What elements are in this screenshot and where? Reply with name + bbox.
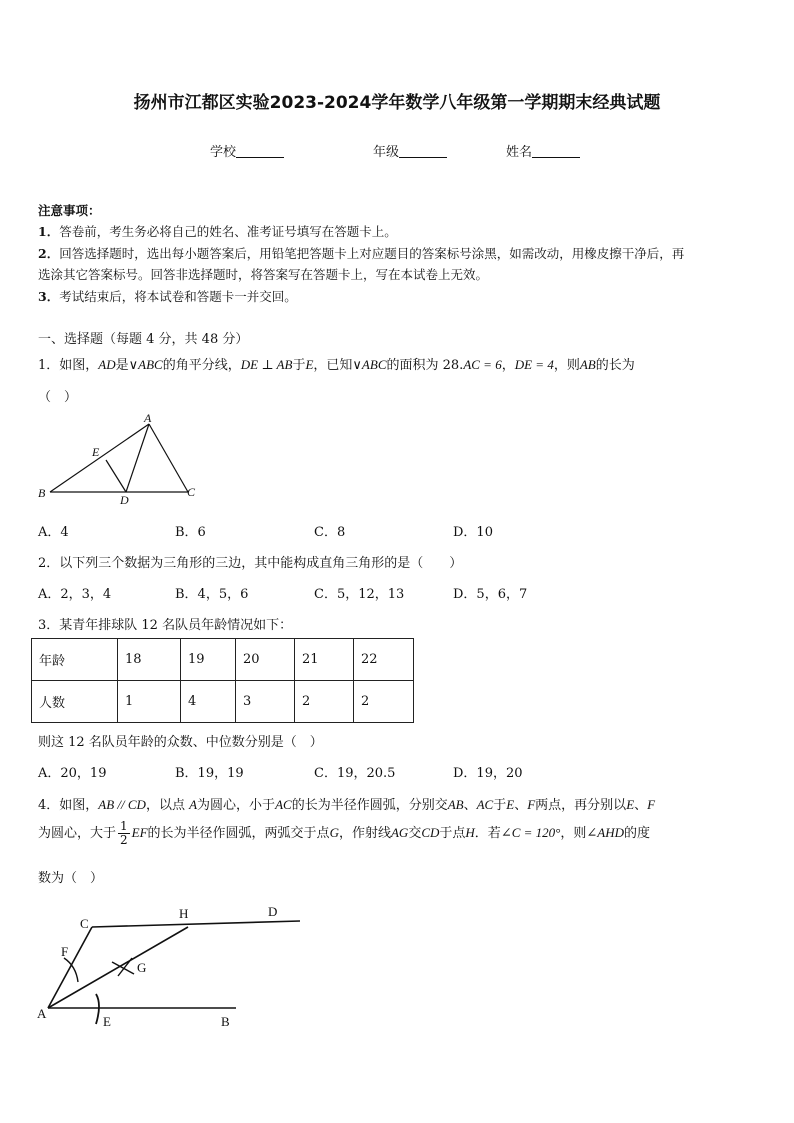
table-cell: 4	[181, 681, 236, 723]
table-row	[32, 681, 414, 723]
q4-label-h: H	[179, 906, 189, 921]
notice-item-2-cont: 选涂其它答案标号。回答非选择题时，将答案写在答题卡上，写在本试卷上无效。	[38, 267, 489, 282]
q1-option-d[interactable]: D．10	[453, 525, 493, 540]
table-cell: 年龄	[32, 639, 118, 681]
q1-label-c: C	[187, 485, 196, 499]
table-cell: 人数	[32, 681, 118, 723]
q1-option-b[interactable]: B．6	[175, 525, 206, 540]
q1-option-c[interactable]: C．8	[314, 525, 346, 540]
page-title: 扬州市江都区实验2023-2024学年数学八年级第一学期期末经典试题	[133, 93, 661, 113]
q1-triangle-figure	[34, 410, 204, 510]
q2-option-d[interactable]: D．5，6，7	[453, 587, 528, 602]
notice-item-2: 2．回答选择题时，选出每小题答案后，用铅笔把答题卡上对应题目的答案标号涂黑，如需改动，用橡皮擦干净后，再	[38, 246, 685, 261]
grade-field	[373, 141, 447, 160]
question-4-line3: 数为（ ）	[38, 871, 104, 886]
table-cell: 20	[236, 639, 295, 681]
q4-label-e: E	[103, 1014, 111, 1029]
q2-option-c[interactable]: C．5，12，13	[314, 587, 405, 602]
school-label: 学校	[210, 145, 237, 160]
q1-label-a: A	[144, 411, 152, 425]
q4-label-g: G	[137, 960, 147, 975]
q4-label-b: B	[221, 1014, 230, 1029]
question-3: 3．某青年排球队 12 名队员年龄情况如下：	[38, 618, 293, 633]
fraction-half: $\frac{1}{2}$	[120, 819, 128, 847]
grade-label: 年级	[373, 145, 400, 160]
question-1: 1．如图，AD是∨ABC的角平分线，DE ⊥ AB于E，已知∨ABC的面积为 28.AC = 6，DE = 4，则AB的长为	[38, 357, 635, 373]
table-row	[32, 639, 414, 681]
q1-option-a[interactable]: A．4	[38, 525, 69, 540]
q2-option-b[interactable]: B．4，5，6	[175, 587, 249, 602]
question-2: 2．以下列三个数据为三角形的三边，其中能构成直角三角形的是（ ）	[38, 556, 463, 571]
q4-parallel-lines-figure	[34, 900, 314, 1035]
q1-label-e: E	[92, 445, 100, 459]
q1-label-b: B	[38, 486, 46, 500]
question-1-paren: （ ）	[38, 390, 78, 405]
school-field	[210, 141, 284, 160]
table-cell: 3	[236, 681, 295, 723]
table-cell: 1	[118, 681, 181, 723]
q1-label-d: D	[120, 493, 129, 507]
notice-heading: 注意事项：	[38, 203, 101, 218]
q4-label-c: C	[80, 916, 89, 931]
question-3-prompt: 则这 12 名队员年龄的众数、中位数分别是（ ）	[38, 735, 323, 750]
section-heading: 一、选择题（每题 4 分，共 48 分）	[38, 332, 249, 347]
q4-label-f: F	[61, 944, 69, 959]
school-blank	[236, 145, 284, 158]
notice-item-1: 1．答卷前，考生务必将自己的姓名、准考证号填写在答题卡上。	[38, 224, 397, 239]
q3-option-c[interactable]: C．19，20.5	[314, 766, 396, 781]
notice-item-3: 3．考试结束后，将本试卷和答题卡一并交回。	[38, 289, 297, 304]
q3-option-b[interactable]: B．19，19	[175, 766, 244, 781]
table-cell: 2	[354, 681, 414, 723]
table-cell: 2	[295, 681, 354, 723]
table-cell: 19	[181, 639, 236, 681]
q2-option-a[interactable]: A．2，3，4	[38, 587, 112, 602]
table-cell: 21	[295, 639, 354, 681]
table-cell: 22	[354, 639, 414, 681]
name-blank	[532, 145, 580, 158]
name-label: 姓名	[506, 145, 533, 160]
question-4: 4．如图，AB // CD，以点 A为圆心，小于AC的长为半径作圆弧，分别交AB、AC于E、F两点，再分别以E、F	[38, 797, 656, 813]
age-table	[31, 638, 414, 723]
q4-label-a: A	[37, 1006, 47, 1021]
table-cell: 18	[118, 639, 181, 681]
q3-option-a[interactable]: A．20，19	[38, 766, 107, 781]
q4-label-d: D	[268, 904, 278, 919]
q3-option-d[interactable]: D．19，20	[453, 766, 523, 781]
question-4-line2: 为圆心，大于 $\frac{1}{2}$ EF的长为半径作圆弧，两弧交于点G，作射线AG交CD于点H．若∠C = 120°，则∠AHD的度	[38, 819, 651, 847]
name-field	[506, 141, 580, 160]
grade-blank	[399, 145, 447, 158]
